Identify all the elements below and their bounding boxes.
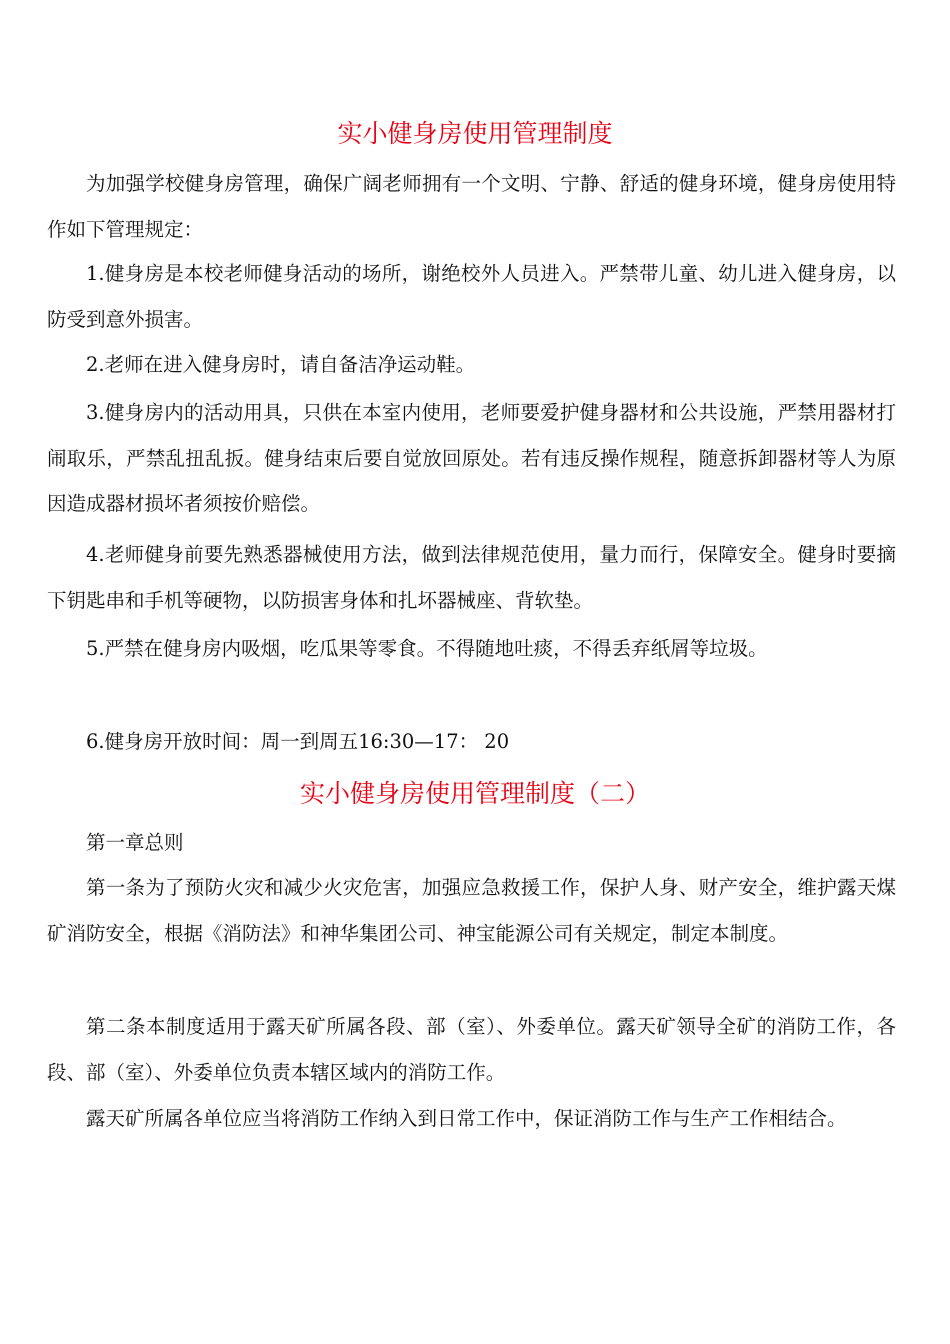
- section1-paragraph-rule-1: 1.健身房是本校老师健身活动的场所，谢绝校外人员进入。严禁带儿童、幼儿进入健身房，以防受到意外损害。: [47, 262, 896, 331]
- section1-title: 实小健身房使用管理制度: [337, 119, 613, 148]
- section2-chapter-heading: 第一章总则: [86, 831, 184, 854]
- section2-paragraph-integration: 露天矿所属各单位应当将消防工作纳入到日常工作中，保证消防工作与生产工作相结合。: [86, 1107, 847, 1130]
- section1-paragraph-rule-5: 5.严禁在健身房内吸烟，吃瓜果等零食。不得随地吐痰，不得丢弃纸屑等垃圾。: [86, 637, 768, 660]
- section2-article-2: 第二条本制度适用于露天矿所属各段、部（室）、外委单位。露天矿领导全矿的消防工作，各段、部（室）、外委单位负责本辖区域内的消防工作。: [47, 1015, 896, 1084]
- section2-article-1: 第一条为了预防火灾和减少火灾危害，加强应急救援工作，保护人身、财产安全，维护露天煤矿消防安全，根据《消防法》和神华集团公司、神宝能源公司有关规定，制定本制度。: [47, 876, 896, 945]
- section2-title: 实小健身房使用管理制度（二）: [299, 779, 650, 808]
- section1-paragraph-rule-2: 2.老师在进入健身房时，请自备洁净运动鞋。: [86, 353, 476, 376]
- section1-paragraph-rule-6: 6.健身房开放时间：周一到周五16:30—17： 20: [86, 730, 510, 753]
- section1-paragraph-rule-4: 4.老师健身前要先熟悉器械使用方法，做到法律规范使用，量力而行，保障安全。健身时要摘下钥匙串和手机等硬物，以防损害身体和扎坏器械座、背软垫。: [47, 543, 896, 612]
- section1-paragraph-rule-3: 3.健身房内的活动用具，只供在本室内使用，老师要爱护健身器材和公共设施，严禁用器材打闹取乐，严禁乱扭乱扳。健身结束后要自觉放回原处。若有违反操作规程，随意拆卸器材等人为原因造成器材损坏者须按价赔偿。: [47, 401, 896, 515]
- section1-paragraph-intro: 为加强学校健身房管理，确保广阔老师拥有一个文明、宁静、舒适的健身环境，健身房使用特作如下管理规定：: [47, 172, 896, 241]
